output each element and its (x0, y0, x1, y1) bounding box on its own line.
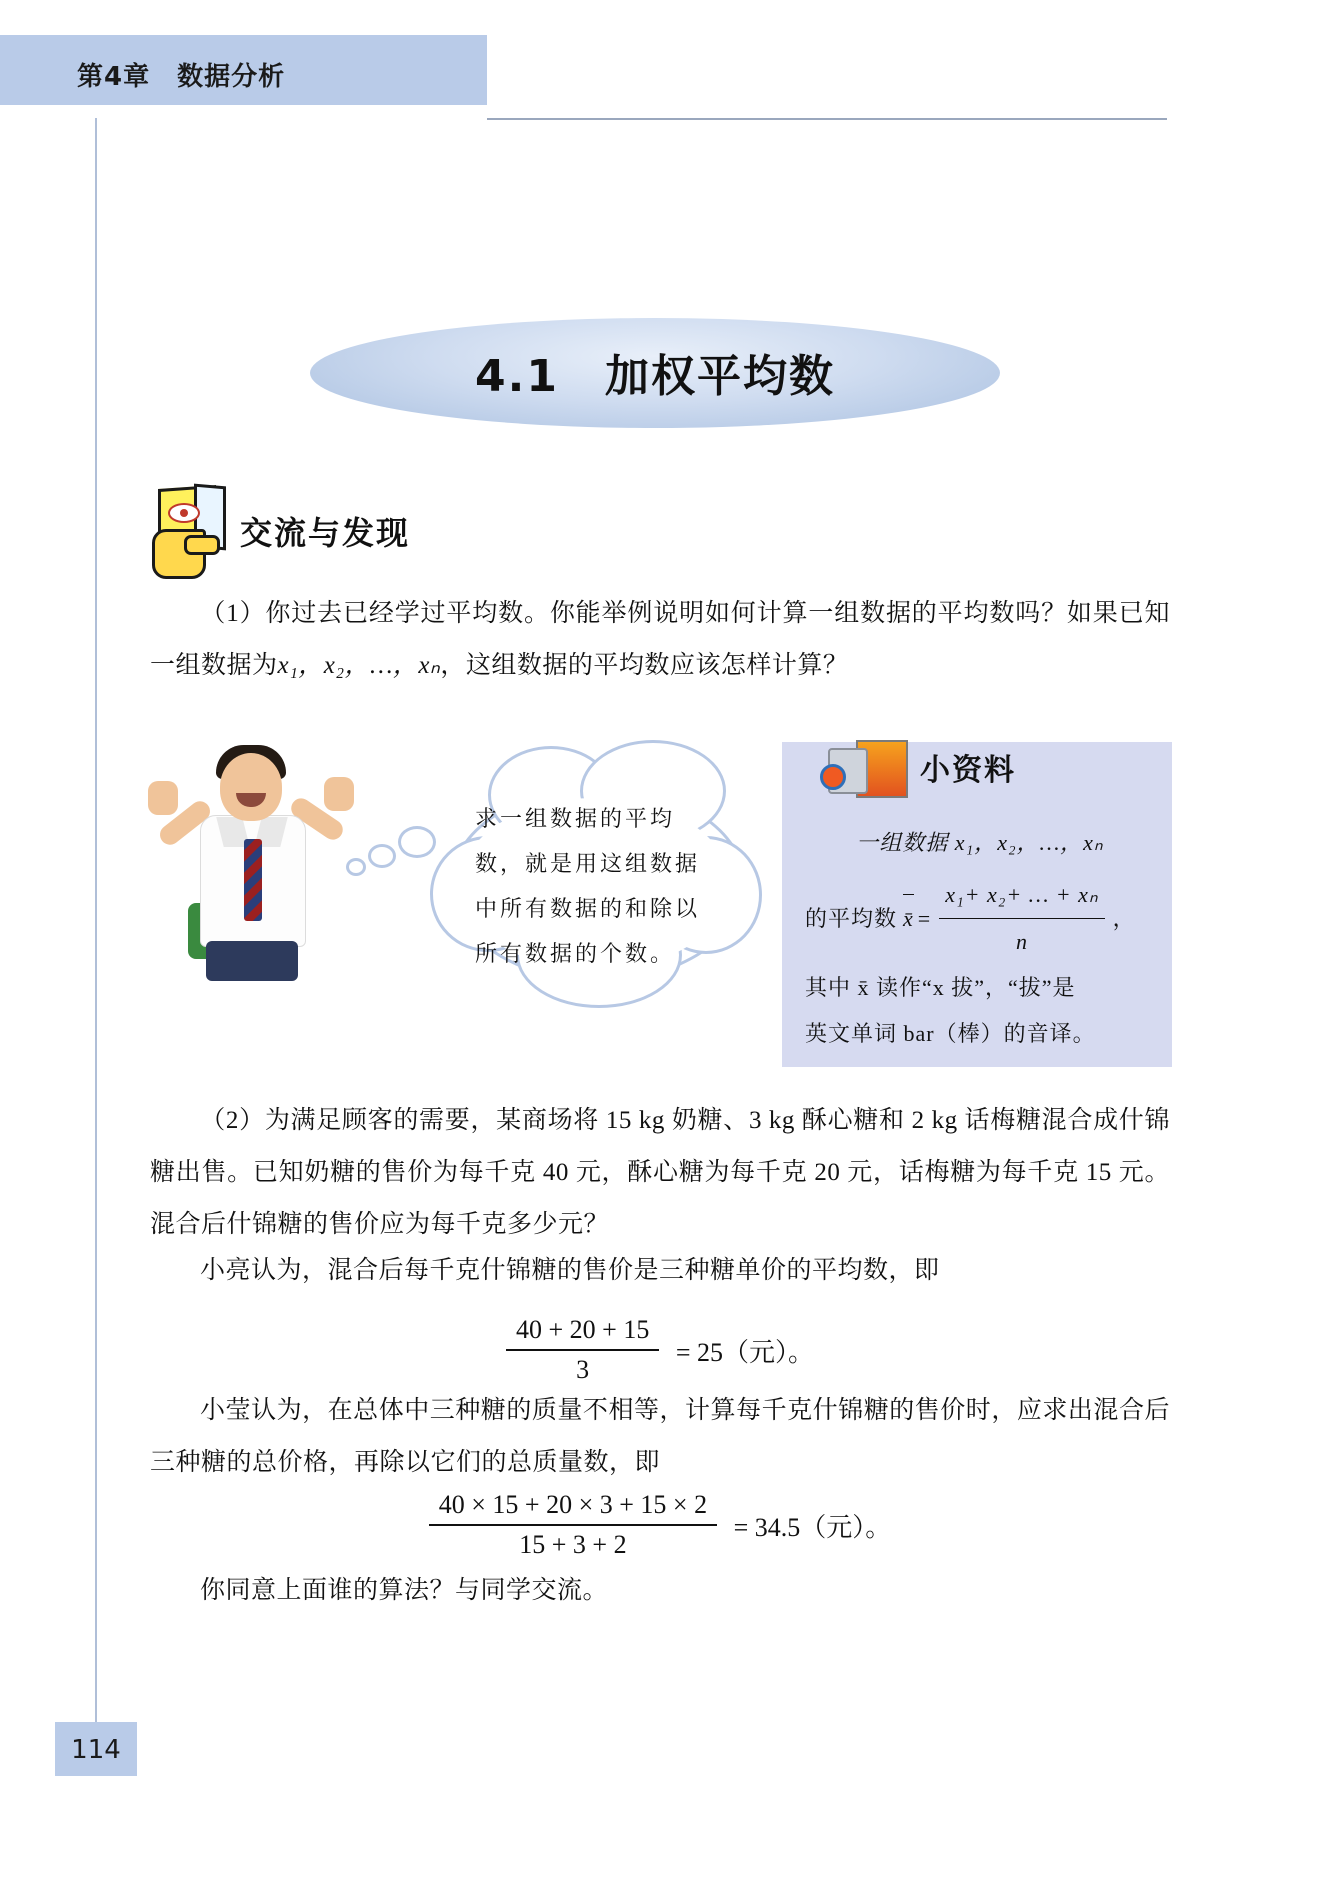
thought-bubble-tail-medium (368, 844, 396, 868)
x-bar-symbol: x̄ (903, 896, 914, 942)
equation-1 (150, 1315, 1170, 1385)
small-data-line-2-suffix: ， (1112, 905, 1136, 931)
paragraph-1-part2: ，这组数据的平均数应该怎样计算？ (440, 652, 849, 679)
paragraph-5-text: 你同意上面谁的算法？与同学交流。 (200, 1577, 609, 1604)
small-data-line-4: 英文单词 bar（棒）的音译。 (805, 1021, 1096, 1046)
equation-1-fraction (506, 1315, 659, 1385)
paragraph-3-text: 小亮认为，混合后每千克什锦糖的售价是三种糖单价的平均数，即 (200, 1257, 940, 1284)
equation-1-denominator: 3 (506, 1349, 659, 1385)
paragraph-4 (150, 1385, 1170, 1489)
equation-2-result: = 34.5（元）。 (733, 1512, 892, 1542)
section-heading: 交流与发现 (240, 514, 411, 552)
thought-bubble-tail-small (346, 858, 366, 876)
projector-icon (820, 740, 906, 800)
small-data-line-3: 其中 x̄ 读作“x 拔”，“拔”是 (805, 975, 1076, 1000)
small-data-content (805, 820, 1155, 1057)
equation-1-result: = 25（元）。 (675, 1337, 814, 1367)
page-number: 114 (71, 1735, 121, 1765)
paragraph-2 (150, 1095, 1170, 1251)
small-data-title: 小资料 (920, 753, 1016, 788)
header-divider (487, 118, 1167, 120)
equation-2 (150, 1490, 1170, 1560)
page-title: 4.1 加权平均数 (475, 351, 835, 402)
student-photo (148, 735, 353, 985)
paragraph-2-text: （2）为满足顾客的需要，某商场将 15 kg 奶糖、3 kg 酥心糖和 2 kg 话梅糖混合成什锦糖出售。已知奶糖的售价为每千克 40 元，酥心糖为每千克 20 元，话梅糖为每千克 15 元。混合后什锦糖的售价应为每千克多少元？ (150, 1107, 1170, 1238)
paragraph-1-part1: （1）你过去已经学过平均数。你能举例说明如何计算一组数据的平均数吗？如果已知一组数据为 (150, 600, 1170, 679)
small-data-line-1: 一组数据 x₁，x₂，…，xₙ (856, 830, 1104, 855)
small-data-line-2-prefix: 的平均数 (805, 905, 898, 931)
paragraph-1-variables: x₁，x₂，…，xₙ (277, 652, 441, 679)
paragraph-4-text: 小莹认为，在总体中三种糖的质量不相等，计算每千克什锦糖的售价时，应求出混合后三种糖的总价格，再除以它们的总质量数，即 (150, 1397, 1170, 1476)
paragraph-3 (150, 1245, 1170, 1297)
small-data-equals: = (917, 905, 932, 931)
chapter-header-label: 第4章 数据分析 (77, 62, 286, 92)
paragraph-1 (150, 588, 1170, 692)
left-margin-rule (95, 118, 97, 1748)
equation-2-denominator: 15 + 3 + 2 (429, 1524, 717, 1560)
equation-2-numerator: 40 × 15 + 20 × 3 + 15 × 2 (438, 1490, 708, 1519)
equation-2-fraction (429, 1490, 717, 1560)
equation-1-numerator: 40 + 20 + 15 (516, 1315, 650, 1344)
thought-bubble-text: 求一组数据的平均数，就是用这组数据中所有数据的和除以所有数据的个数。 (475, 806, 701, 966)
thought-bubble-tail-large (398, 826, 436, 858)
book-eye-hand-icon (150, 485, 232, 577)
mean-formula-denominator: n (939, 918, 1104, 965)
mean-formula-fraction (939, 872, 1104, 965)
paragraph-5 (150, 1565, 1170, 1617)
mean-formula-numerator: x₁+ x₂+ … + xₙ (945, 882, 1099, 907)
